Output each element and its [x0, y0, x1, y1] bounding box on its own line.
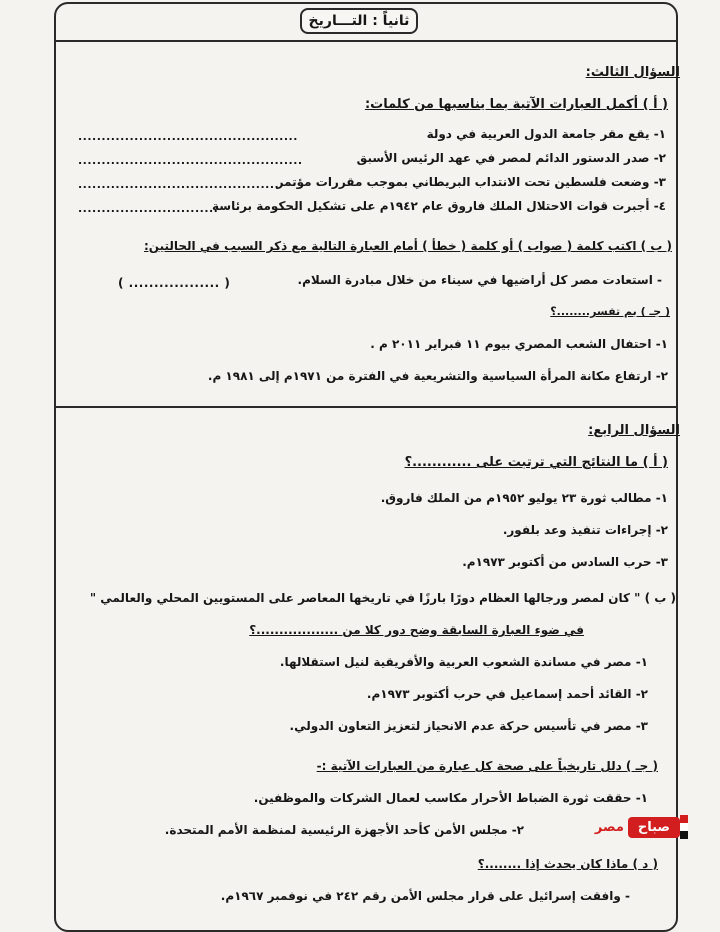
q3a-item-3-num: ٣- [653, 175, 666, 189]
q4b-item-1-num: ١- [635, 655, 648, 669]
q3a-item-4-blank: .............................. [78, 202, 219, 215]
q3a-item-2-num: ٢- [653, 151, 666, 165]
q4b-item-3 [290, 720, 648, 732]
q4b-item-2-text: القائد أحمد إسماعيل في حرب أكتوبر ١٩٧٣م. [366, 687, 632, 701]
q3b-instruction: ( ب ) اكتب كلمة ( صواب ) أو كلمة ( خطأ ) أمام العبارة التالية مع ذكر السبب في الحالتين: [144, 239, 672, 253]
q4a-instruction: ( أ ) ما النتائج التي ترتبت على ............؟ [404, 455, 668, 470]
q4b-sub: في ضوء العبارة السابقة وضح دور كلا من ..................؟ [249, 623, 584, 637]
q4-heading: السؤال الرابع: [588, 423, 680, 438]
q3c-item-2-num: ٢- [655, 369, 668, 383]
q4a-item-2-num: ٢- [655, 523, 668, 537]
q4b-item-1 [280, 656, 648, 668]
q3a-instruction: ( أ ) أكمل العبارات الآتية بما يناسبها من كلمات: [364, 97, 668, 112]
q3a-item-2-blank: ................................................ [78, 154, 303, 167]
q4a-item-2 [503, 524, 668, 536]
egypt-flag-icon [680, 815, 688, 839]
q3a-item-3 [277, 176, 666, 188]
title-divider [56, 40, 676, 42]
q3a-item-1-num: ١- [653, 127, 666, 141]
q4c-item-1 [254, 792, 648, 804]
q4a-item-3 [462, 556, 668, 568]
q3a-item-1-blank: ............................................... [78, 130, 298, 143]
q3a-item-4 [212, 200, 666, 212]
q4d-instruction: ( د ) ماذا كان يحدث إذا ........؟ [477, 857, 658, 871]
q4b-item-1-text: مصر في مساندة الشعوب العربية والأفريقية لنيل استقلالها. [279, 655, 632, 669]
q4a-item-1-text: مطالب ثورة ٢٣ يوليو ١٩٥٢م من الملك فاروق. [380, 491, 652, 505]
q4c-item-1-text: حققت ثورة الضباط الأحرار مكاسب لعمال الشركات والموظفين. [253, 791, 632, 805]
q3c-instruction: ( جـ ) بم تفسر........؟ [550, 305, 670, 318]
q4c-item-2 [165, 824, 524, 836]
section-divider [56, 406, 676, 408]
q4b-item-2 [367, 688, 648, 700]
q4c-item-2-num: ٢- [511, 823, 524, 837]
page-title: ثانياً : التـــاريخ [300, 8, 418, 34]
q4b-item-3-num: ٣- [635, 719, 648, 733]
q3b-answer-blank: ( .................. ) [118, 276, 231, 290]
q3a-item-3-text: وضعت فلسطين تحت الانتداب البريطاني بموجب مقررات مؤتمر [276, 175, 650, 189]
q3c-item-2-text: ارتفاع مكانة المرأة السياسية والتشريعية في الفترة من ١٩٧١م إلى ١٩٨١ م. [207, 369, 652, 383]
q4a-item-1 [381, 492, 668, 504]
q3b-item: - استعادت مصر كل أراضيها في سيناء من خلال مبادرة السلام. [297, 273, 662, 287]
q4b-item-3-text: مصر في تأسيس حركة عدم الانحياز لتعزيز التعاون الدولي. [289, 719, 632, 733]
q4c-instruction: ( جـ ) دلل تاريخياً على صحة كل عبارة من العبارات الآتية :- [316, 759, 658, 773]
q3a-item-4-num: ٤- [653, 199, 666, 213]
q3a-item-3-blank: ........................................... [78, 178, 280, 191]
q4a-item-1-num: ١- [655, 491, 668, 505]
q3a-item-4-text: أجبرت قوات الاحتلال الملك فاروق عام ١٩٤٢م على تشكيل الحكومة برئاسة [211, 199, 650, 213]
q3a-item-2 [357, 152, 666, 164]
q4c-item-2-text: مجلس الأمن كأحد الأجهزة الرئيسية لمنظمة الأمم المتحدة. [164, 823, 508, 837]
q3c-item-2 [208, 370, 668, 382]
q3c-item-1-num: ١- [655, 337, 668, 351]
site-watermark [532, 812, 692, 842]
q3a-item-2-text: صدر الدستور الدائم لمصر في عهد الرئيس الأسبق [356, 151, 650, 165]
q4d-item: - وافقت إسرائيل على قرار مجلس الأمن رقم ٢٤٢ في نوفمبر ١٩٦٧م. [220, 889, 630, 903]
q4a-item-3-num: ٣- [655, 555, 668, 569]
q3-heading: السؤال الثالث: [585, 65, 680, 80]
q3c-item-1-text: احتفال الشعب المصري بيوم ١١ فبراير ٢٠١١ م . [370, 337, 652, 351]
q3a-item-1-text: يقع مقر جامعة الدول العربية في دولة [426, 127, 650, 141]
watermark-text: مصر [594, 819, 624, 835]
q3a-item-1 [427, 128, 666, 140]
q4b-instruction: ( ب ) " كان لمصر ورجالها العظام دورًا بارزًا في تاريخها المعاصر على المستويين المحلي والعالمي " [89, 591, 676, 605]
q3c-item-1 [370, 338, 668, 350]
q4a-item-3-text: حرب السادس من أكتوبر ١٩٧٣م. [462, 555, 652, 569]
q4c-item-1-num: ١- [635, 791, 648, 805]
watermark-logo: صباح [628, 817, 680, 838]
q4b-item-2-num: ٢- [635, 687, 648, 701]
q4a-item-2-text: إجراءات تنفيذ وعد بلفور. [502, 523, 652, 537]
